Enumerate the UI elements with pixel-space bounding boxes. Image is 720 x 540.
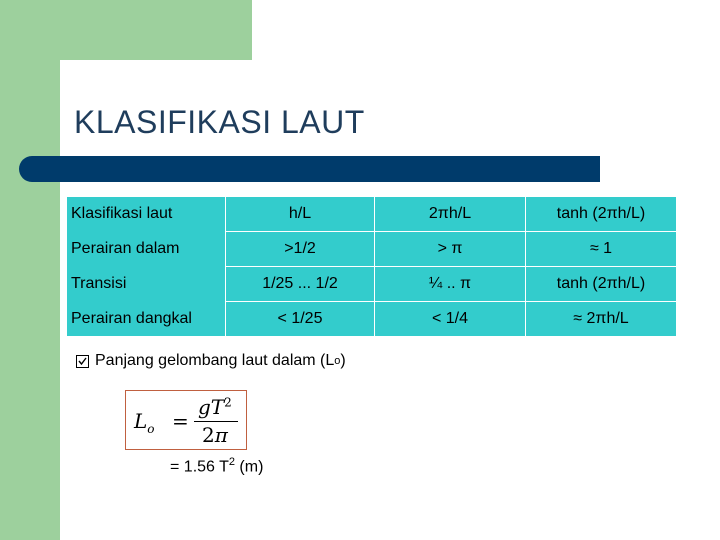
result-exponent: 2 [228,456,235,468]
table-header-row [67,197,676,232]
classification-table [67,196,676,336]
table-cell: 1/25 ... 1/2 [226,267,375,302]
fraction-line [194,421,238,422]
formula-lhs-subscript: o [147,422,155,436]
table-cell: < 1/25 [226,302,375,337]
formula-lhs [134,409,155,436]
table-cell: ≈ 2πh/L [526,302,677,337]
bullet-close: ) [340,352,346,369]
table-cell: ≈ 1 [526,232,677,267]
row-label: Transisi [67,267,226,302]
header-h-l: h/L [226,197,375,232]
header-2pi-h-l: 2πh/L [375,197,526,232]
formula-numerator-exponent: 2 [224,395,232,410]
header-klasifikasi: Klasifikasi laut [67,197,226,232]
title-underline-bar [19,156,600,182]
formula-denominator-pi: π [214,423,228,447]
bullet-deep-water-wavelength [76,352,346,370]
bullet-subscript: o [334,355,341,367]
table-row [67,232,676,267]
row-label: Perairan dangkal [67,302,226,337]
result-text: = 1.56 T [170,458,229,476]
formula-lhs-symbol: L [134,409,148,433]
table-cell: ¼ .. π [375,267,526,302]
page-title: KLASIFIKASI LAUT [74,104,365,140]
table-row [67,302,676,337]
formula-denominator [202,423,228,447]
bullet-text: Panjang gelombang laut dalam (L [95,352,335,369]
table-row [67,267,676,302]
header-tanh: tanh (2πh/L) [526,197,677,232]
formula-equals: = [172,409,189,433]
result-unit: (m) [234,458,264,476]
table-cell: < 1/4 [375,302,526,337]
approximation-result [170,456,263,476]
table-cell: >1/2 [226,232,375,267]
table-cell: > π [375,232,526,267]
formula-numerator [198,395,232,419]
formula-denominator-number: 2 [202,423,215,447]
checkbox-bullet-icon [76,355,89,368]
row-label: Perairan dalam [67,232,226,267]
formula-numerator-text: gT [198,395,225,419]
table-cell: tanh (2πh/L) [526,267,677,302]
decorative-green-band-left [0,0,60,540]
wavelength-formula [125,390,247,450]
